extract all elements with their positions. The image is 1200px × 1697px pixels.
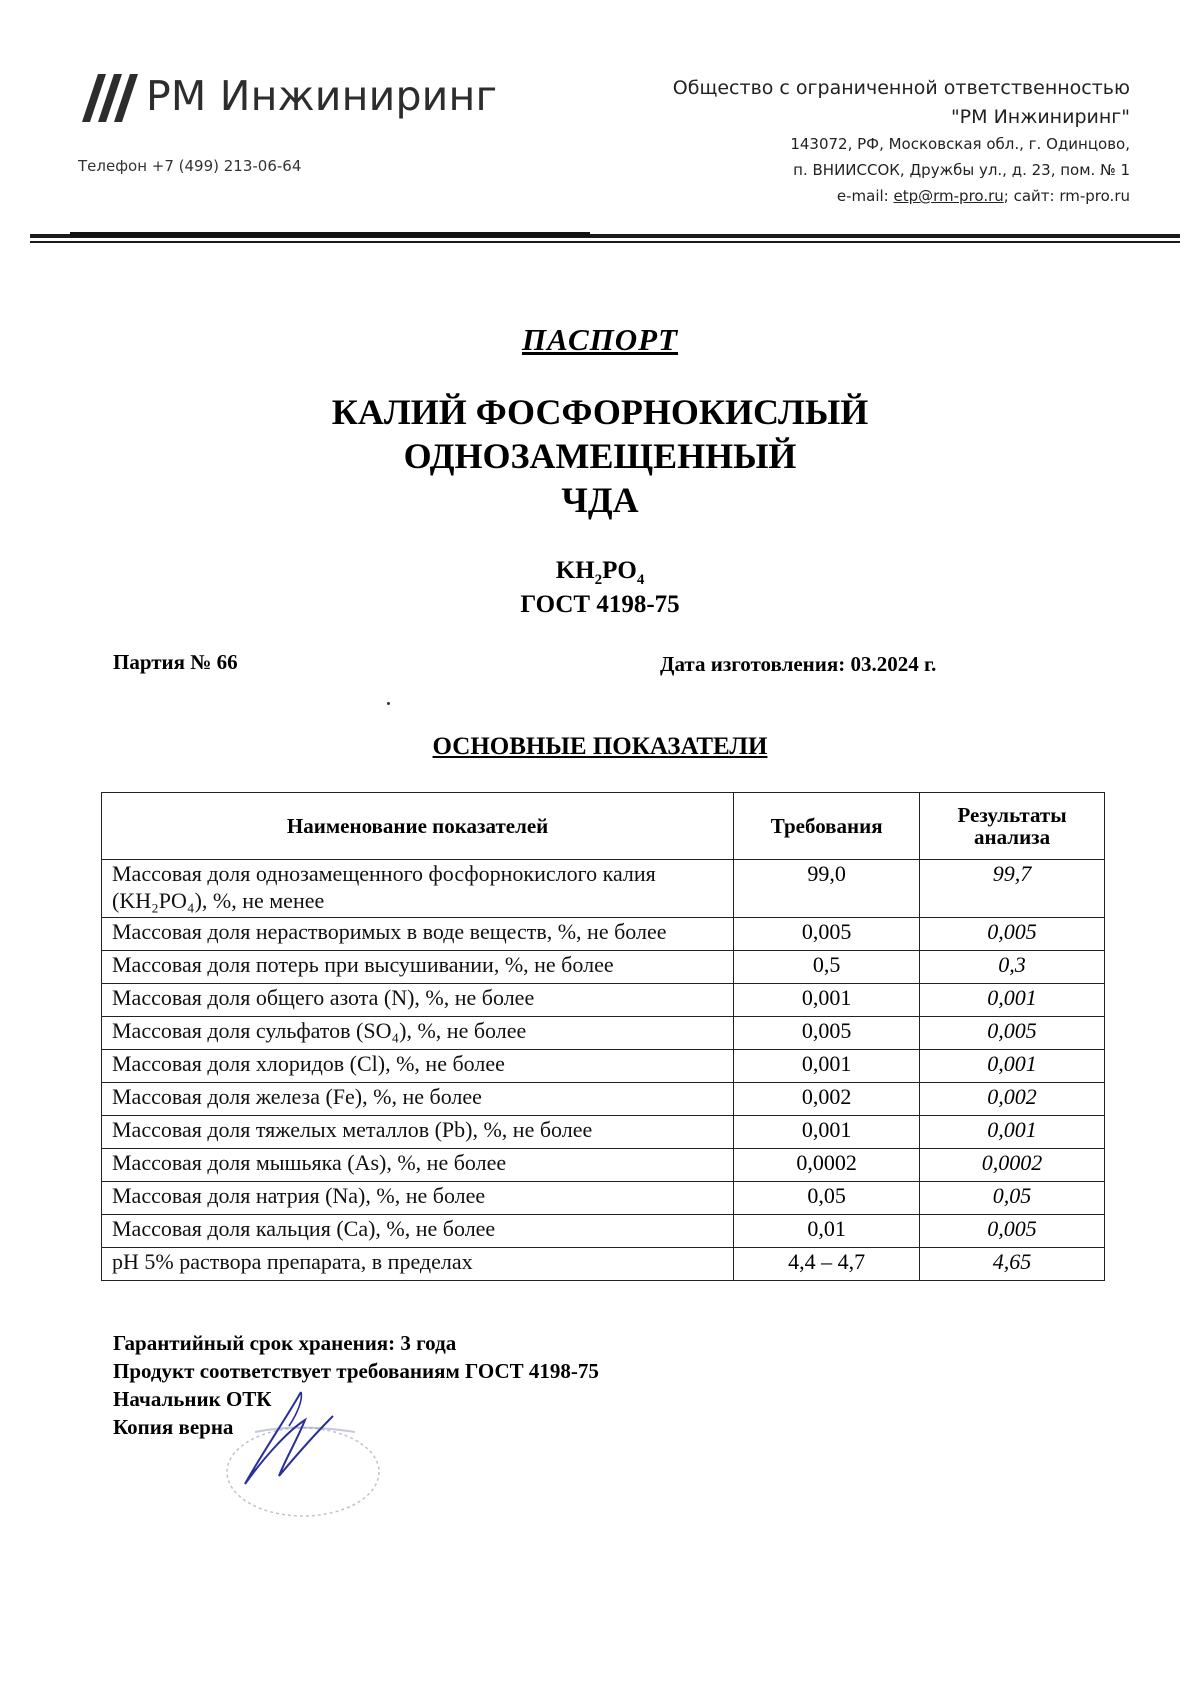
row-requirement: 0,0002	[734, 1149, 920, 1182]
row-result: 0,005	[920, 1017, 1105, 1050]
row-name: Массовая доля железа (Fe), %, не более	[102, 1083, 734, 1116]
row-name: Массовая доля кальция (Ca), %, не более	[102, 1215, 734, 1248]
manufacture-date: Дата изготовления: 03.2024 г.	[660, 652, 937, 676]
row-name: Массовая доля общего азота (N), %, не более	[102, 984, 734, 1017]
rm-logo-icon	[78, 66, 140, 124]
header-divider-thin	[30, 241, 1180, 243]
row-requirement: 0,001	[734, 984, 920, 1017]
contacts-line	[673, 183, 1130, 209]
row-result: 0,05	[920, 1182, 1105, 1215]
row-requirement: 4,4 – 4,7	[734, 1248, 920, 1281]
row-name: Массовая доля потерь при высушивании, %, не более	[102, 951, 734, 984]
row-result: 0,005	[920, 918, 1105, 951]
row-result: 0,0002	[920, 1149, 1105, 1182]
row-name: Массовая доля натрия (Na), %, не более	[102, 1182, 734, 1215]
row-requirement: 0,01	[734, 1215, 920, 1248]
row-result: 0,001	[920, 1116, 1105, 1149]
table-row	[102, 1182, 1105, 1215]
shelf-life: Гарантийный срок хранения: 3 года	[113, 1331, 457, 1355]
row-result: 0,002	[920, 1083, 1105, 1116]
product-name	[0, 390, 1200, 522]
batch-number: Партия № 66	[113, 650, 238, 674]
table-row	[102, 1248, 1105, 1281]
product-name-line-3: ЧДА	[561, 480, 639, 520]
row-requirement: 0,001	[734, 1050, 920, 1083]
row-result: 0,001	[920, 1050, 1105, 1083]
conformity-statement: Продукт соответствует требованиям ГОСТ 4198-75	[113, 1359, 599, 1383]
row-name: pH 5% раствора препарата, в пределах	[102, 1248, 734, 1281]
table-row	[102, 1149, 1105, 1182]
row-result: 4,65	[920, 1248, 1105, 1281]
company-line-1: Общество с ограниченной ответственностью	[672, 77, 1130, 99]
row-name: Массовая доля тяжелых металлов (Pb), %, не более	[102, 1116, 734, 1149]
header-name: Наименование показателей	[102, 793, 734, 860]
header-results: Результаты анализа	[920, 793, 1105, 860]
row-result: 0,001	[920, 984, 1105, 1017]
row-result: 0,3	[920, 951, 1105, 984]
chemical-formula: $KH_2PO_4$	[555, 557, 645, 588]
product-name-line-1: КАЛИЙ ФОСФОРНОКИСЛЫЙ	[331, 392, 869, 432]
gost-standard: ГОСТ 4198-75	[520, 591, 680, 618]
row-requirement: 0,5	[734, 951, 920, 984]
header-divider-accent	[70, 232, 590, 237]
table-row	[102, 951, 1105, 984]
table-row	[102, 1116, 1105, 1149]
email-prefix: e-mail:	[836, 187, 894, 205]
table-row	[102, 918, 1105, 951]
qc-head: Начальник ОТК	[113, 1387, 272, 1411]
company-details	[673, 73, 1130, 209]
document-title: ПАСПОРТ	[521, 322, 679, 357]
row-result: 0,005	[920, 1215, 1105, 1248]
row-requirement: 0,005	[734, 1017, 920, 1050]
row-result: 99,7	[920, 860, 1105, 918]
row-name: Массовая доля хлоридов (Cl), %, не более	[102, 1050, 734, 1083]
section-title: ОСНОВНЫЕ ПОКАЗАТЕЛИ	[432, 733, 768, 760]
header-requirements: Требования	[734, 793, 920, 860]
company-line-2: "РМ Инжиниринг"	[950, 106, 1130, 128]
table-row	[102, 1215, 1105, 1248]
table-row	[102, 1017, 1105, 1050]
copy-certified: Копия верна	[113, 1415, 234, 1439]
row-requirement: 0,005	[734, 918, 920, 951]
row-name: Массовая доля сульфатов (SO₄), %, не более	[102, 1017, 734, 1050]
table-row	[102, 984, 1105, 1017]
brand-name: РМ Инжиниринг	[146, 72, 498, 120]
signature-icon	[215, 1380, 390, 1520]
row-requirement: 0,002	[734, 1083, 920, 1116]
table-row	[102, 1083, 1105, 1116]
row-requirement: 99,0	[734, 860, 920, 918]
row-name: Массовая доля нерастворимых в воде веществ, %, не более	[102, 918, 734, 951]
table-header-row	[102, 793, 1105, 860]
address-line-2: п. ВНИИССОК, Дружбы ул., д. 23, пом. № 1	[793, 161, 1130, 179]
table-row	[102, 1050, 1105, 1083]
row-requirement: 0,05	[734, 1182, 920, 1215]
address-line-1: 143072, РФ, Московская обл., г. Одинцово,	[790, 135, 1130, 153]
row-requirement: 0,001	[734, 1116, 920, 1149]
table-row	[102, 860, 1105, 918]
site-text: ; сайт: rm-pro.ru	[1003, 187, 1130, 205]
phone-number: Телефон +7 (499) 213-06-64	[78, 157, 302, 175]
indicators-table	[101, 792, 1105, 1281]
product-name-line-2: ОДНОЗАМЕЩЕННЫЙ	[403, 436, 797, 476]
speck	[387, 702, 390, 705]
email-link[interactable]: etp@rm-pro.ru	[893, 187, 1004, 205]
row-name: Массовая доля мышьяка (As), %, не более	[102, 1149, 734, 1182]
row-name: Массовая доля однозамещенного фосфорнокислого калия (KH₂PO₄), %, не менее	[102, 860, 734, 918]
